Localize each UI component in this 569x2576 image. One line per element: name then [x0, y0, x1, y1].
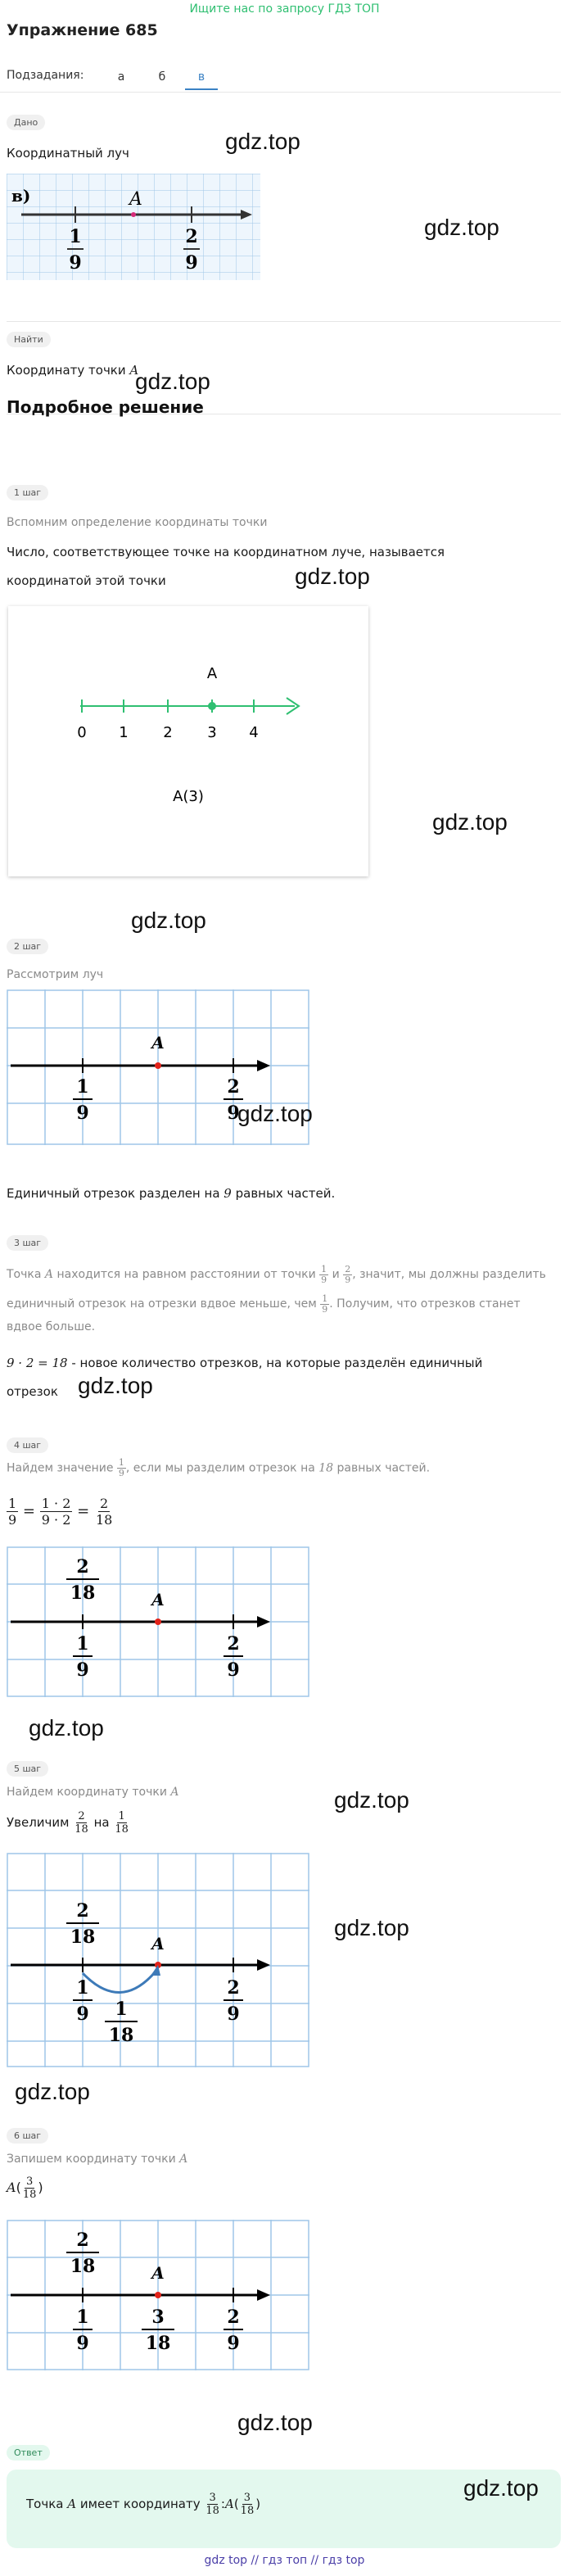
step1-tick-3: 3 — [207, 724, 217, 741]
step2-tick1-num: 1 — [76, 1076, 89, 1098]
step2-tick2-num: 2 — [227, 1076, 240, 1098]
step1-diagram — [8, 606, 368, 876]
step4-top-num: 2 — [76, 1556, 89, 1578]
step4-tick2-num: 2 — [227, 1633, 240, 1655]
step6-a-den: 18 — [145, 2333, 171, 2354]
step1-hint: Вспомним определение координаты точки — [7, 516, 268, 529]
given-chip: Дано — [7, 115, 45, 130]
search-banner[interactable]: Ищите нас по запросу ГДЗ ТОП — [189, 2, 380, 16]
footer-link-3[interactable]: гдз top — [322, 2554, 365, 2567]
page-title: Упражнение 685 — [7, 21, 158, 39]
step3-calc: 9 · 2 = 18 - новое количество отрезков, на которые разделён единичный — [7, 1356, 483, 1370]
step5-tick1-den: 9 — [76, 2003, 89, 2025]
step2-tick1-den: 9 — [76, 1102, 89, 1124]
watermark: gdz.top — [131, 908, 206, 933]
step6-tick2-den: 9 — [227, 2333, 240, 2354]
step4-grid-diagram — [7, 1546, 309, 1697]
step3-paragraph: Точка A находится на равном расстоянии от точки $\frac{1}{9}$ и $\frac{2}{9}$ , значит, мы должны разделить единичный отрезок на отрезки вдвое меньше, чем $\frac{1}{9}$ . Получим, что отрезков станет вдвое больше. — [7, 1263, 546, 1333]
watermark: gdz.top — [463, 2475, 539, 2501]
step6-point-label: A — [151, 2263, 165, 2283]
watermark: gdz.top — [237, 1101, 313, 1126]
given-tick1-num: 1 — [69, 226, 82, 247]
answer-text: Точка A имеет координату $\frac{3}{18}$ :A( $\frac{3}{18}$ ) — [26, 2492, 261, 2517]
given-point-label: A — [129, 189, 142, 210]
find-chip: Найти — [7, 332, 51, 347]
step4-equation: $\frac{1}{9}$ = $\frac{1 \cdot 2}{9 \cdot 2}$ = $\frac{2}{18}$ — [8, 1496, 113, 1528]
tab-b[interactable]: б — [158, 70, 166, 84]
step1-text-2: координатой этой точки — [7, 573, 166, 588]
step6-top-den: 18 — [70, 2256, 96, 2277]
watermark: gdz.top — [237, 2410, 313, 2435]
step5-tick1-num: 1 — [76, 1977, 89, 1999]
watermark: gdz.top — [15, 2079, 90, 2104]
watermark: gdz.top — [135, 369, 210, 394]
step5-top-den: 18 — [70, 1926, 96, 1948]
tab-v[interactable]: в — [185, 66, 218, 90]
watermark: gdz.top — [78, 1373, 153, 1398]
watermark: gdz.top — [225, 129, 300, 154]
step1-tick-4: 4 — [249, 724, 259, 741]
step2-hint: Рассмотрим луч — [7, 968, 104, 981]
tab-a[interactable]: а — [117, 70, 125, 84]
step1-point-label: A — [206, 665, 218, 682]
step1-caption: A(3) — [173, 788, 204, 805]
step1-text-1: Число, соответствующее точке на координатном луче, называется — [7, 545, 445, 559]
step5-tick2-den: 9 — [227, 2003, 240, 2025]
step1-chip: 1 шаг — [7, 485, 48, 500]
step4-tick2-den: 9 — [227, 1659, 240, 1681]
watermark: gdz.top — [334, 1915, 409, 1940]
step6-tick1-den: 9 — [76, 2333, 89, 2354]
step2-tick2-den: 9 — [227, 1102, 240, 1124]
given-tick2-num: 2 — [185, 226, 198, 247]
step4-point-label: A — [151, 1590, 165, 1609]
step1-tick-2: 2 — [163, 724, 173, 741]
step3-chip: 3 шаг — [7, 1235, 48, 1251]
step3-calc-2: отрезок — [7, 1384, 58, 1399]
step4-chip: 4 шаг — [7, 1437, 48, 1453]
step1-tick-1: 1 — [119, 724, 129, 741]
step6-top-num: 2 — [76, 2230, 89, 2251]
footer-links: gdz top // гдз топ // гдз top — [204, 2554, 365, 2567]
watermark: gdz.top — [424, 215, 499, 240]
step2-chip: 2 шаг — [7, 939, 48, 954]
footer-link-1[interactable]: gdz top — [204, 2554, 248, 2567]
footer-link-2[interactable]: гдз топ — [262, 2554, 308, 2567]
step2-after-text: Единичный отрезок разделен на 9 равных частей. — [7, 1186, 336, 1201]
step5-hint: Найдем координату точки A — [7, 1786, 179, 1799]
step1-ray — [8, 606, 368, 876]
given-tick2-den: 9 — [185, 252, 198, 274]
step5-text: Увеличим $\frac{2}{18}$ на $\frac{1}{18}$ — [7, 1810, 129, 1836]
step4-tick1-num: 1 — [76, 1633, 89, 1655]
step6-tick2-num: 2 — [227, 2307, 240, 2328]
step5-top-num: 2 — [76, 1900, 89, 1922]
step2-point-label: A — [151, 1033, 165, 1053]
step5-chip: 5 шаг — [7, 1761, 48, 1777]
step6-hint: Запишем координату точки A — [7, 2153, 188, 2166]
step5-grid-diagram — [7, 1853, 309, 2067]
given-text: Координатный луч — [7, 146, 129, 161]
step1-tick-0: 0 — [77, 724, 87, 741]
step6-grid-diagram — [7, 2220, 309, 2370]
step4-hint: Найдем значение $\frac{1}{9}$ , если мы разделим отрезок на 18 равных частей. — [7, 1457, 431, 1478]
answer-chip: Ответ — [7, 2445, 50, 2461]
given-tick1-den: 9 — [69, 252, 82, 274]
given-v-label: в) — [11, 186, 31, 206]
step6-tick1-num: 1 — [76, 2307, 89, 2328]
find-text: Координату точки A — [7, 363, 139, 378]
step5-step-den: 18 — [108, 2025, 134, 2046]
step6-coord: A( $\frac{3}{18}$ ) — [7, 2175, 43, 2201]
step6-chip: 6 шаг — [7, 2128, 48, 2144]
watermark: gdz.top — [432, 809, 508, 835]
watermark: gdz.top — [334, 1787, 409, 1813]
subtasks-label: Подзадания: — [7, 69, 84, 82]
step5-step-num: 1 — [115, 1999, 128, 2020]
watermark: gdz.top — [29, 1715, 104, 1741]
step6-a-num: 3 — [151, 2307, 165, 2328]
step5-point-label: A — [151, 1934, 165, 1954]
solution-title: Подробное решение — [7, 397, 204, 417]
step4-top-den: 18 — [70, 1582, 96, 1604]
step4-tick1-den: 9 — [76, 1659, 89, 1681]
step5-tick2-num: 2 — [227, 1977, 240, 1999]
watermark: gdz.top — [295, 564, 370, 589]
given-ray-image — [7, 174, 260, 280]
